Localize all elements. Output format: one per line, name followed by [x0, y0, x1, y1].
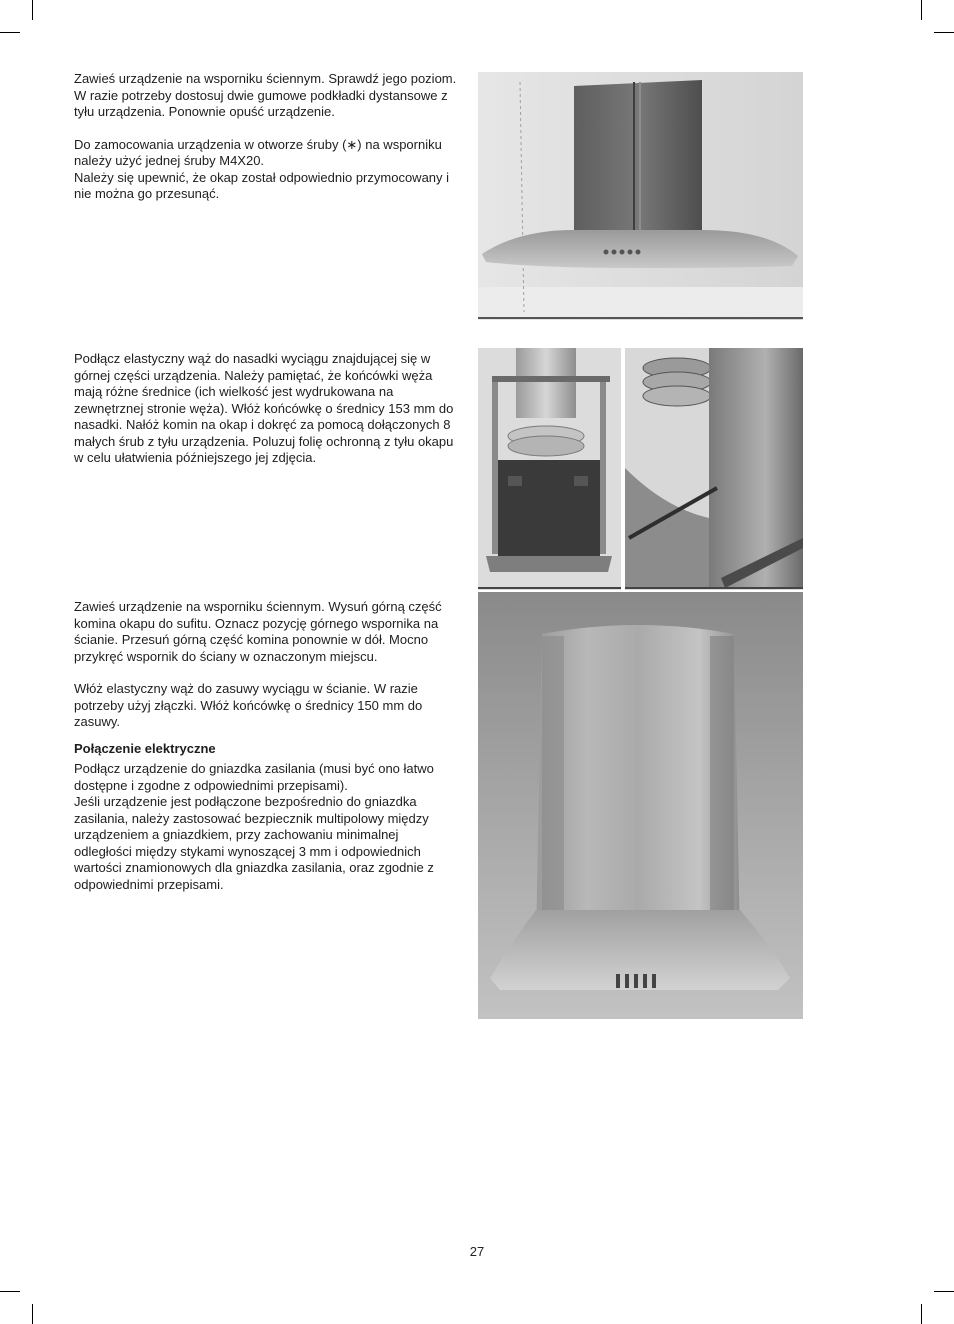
crop-mark: [0, 1291, 20, 1292]
section-3-paragraph-2: Włóż elastyczny wąż do zasuwy wyciągu w ścianie. W razie potrzeby użyj złączki. Włóż końcówkę o średnicy 150 mm do zasuwy.: [74, 681, 423, 729]
section-3-paragraph-3: Podłącz urządzenie do gniazdka zasilania (musi być ono łatwo dostępne i zgodne z odpowiednimi przepisami). Jeśli urządzenie jest podłączone bezpośrednio do gniazdka zasilania, należy zastosować bezpiecznik multipolowy między urządzeniem a gniazdkiem, przy zachowaniu minimalnej odległości między stykami wynoszącej 3 mm i odpowiednich wartości znamionowych dla gniazdka zasilania, oraz zgodnie z odpowiednimi przepisami.: [74, 761, 434, 892]
crop-mark: [921, 0, 922, 20]
section-1-paragraph-2: Do zamocowania urządzenia w otworze śruby (∗) na wsporniku należy użyć jednej śruby M4X20. Należy się upewnić, że okap został odpowiednio przymocowany i nie można go przesunąć.: [74, 136, 450, 201]
electrical-connection-heading: Połączenie elektryczne: [74, 740, 216, 756]
photo-hood-on-wall: [478, 72, 803, 320]
section-3-text: [74, 599, 458, 893]
crop-mark: [934, 1291, 954, 1292]
crop-mark: [32, 0, 33, 20]
crop-mark: [934, 32, 954, 33]
section-3-paragraph-1: Zawieś urządzenie na wsporniku ściennym. Wysuń górną część komina okapu do sufitu. Oznacz pozycję górnego wspornika na ścianie. Przesuń górną część komina ponownie w dół. Mocno przykręć wspornik do ściany w oznaczonym miejscu.: [74, 599, 442, 664]
photo-screwing-chimney: [625, 348, 803, 590]
page-number: 27: [469, 1244, 485, 1259]
crop-mark: [32, 1304, 33, 1324]
crop-mark: [921, 1304, 922, 1324]
photo-complete-hood: [478, 592, 803, 1019]
section-1-paragraph-1: Zawieś urządzenie na wsporniku ściennym. Sprawdź jego poziom. W razie potrzeby dostosuj dwie gumowe podkładki dystansowe z tyłu urządzenia. Ponownie opuść urządzenie.: [74, 71, 457, 119]
section-1-text: [74, 71, 458, 203]
section-2-text: [74, 351, 458, 483]
photo-chimney-with-hose: [478, 348, 621, 590]
section-2-paragraph-1: Podłącz elastyczny wąż do nasadki wyciągu znajdującej się w górnej części urządzenia. Należy pamiętać, że końcówki węża mają różne średnice (ich wielkość jest wydrukowana na zewnętrznej stronie węża). Włóż końcówkę o średnicy 153 mm do nasadki. Nałóż komin na okap i dokręć za pomocą dołączonych 8 małych śrub z tyłu urządzenia. Poluzuj folię ochronną z tyłu okapu w celu ułatwienia późniejszego jej zdjęcia.: [74, 351, 454, 465]
crop-mark: [0, 32, 20, 33]
